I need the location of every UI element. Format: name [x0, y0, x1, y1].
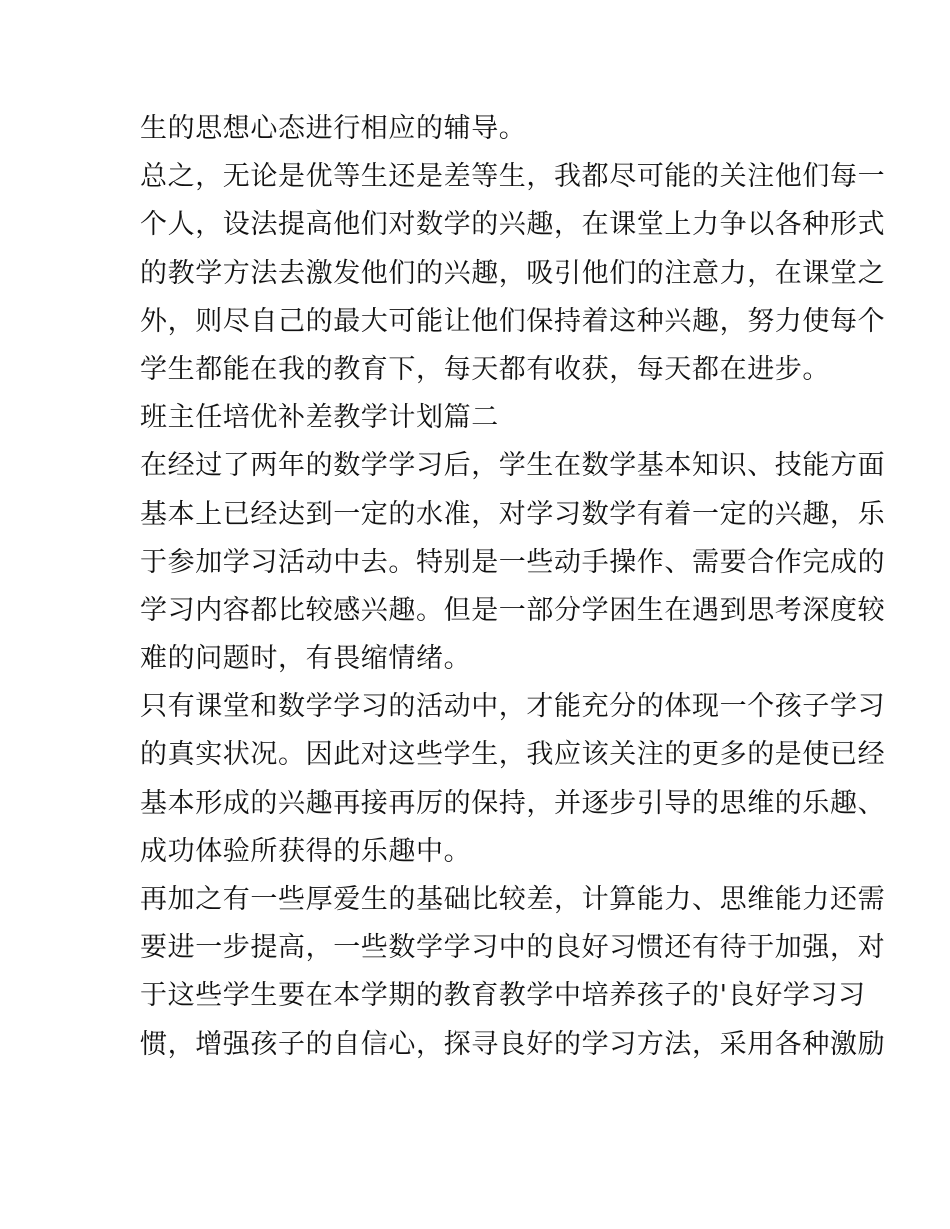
- text-line: 难的问题时，有畏缩情绪。: [140, 643, 472, 675]
- text-line: 外，则尽自己的最大可能让他们保持着这种兴趣，努力使每个: [140, 305, 886, 337]
- text-line: 再加之有一些厚爱生的基础比较差，计算能力、思维能力还需: [140, 884, 886, 915]
- text-line: 的真实状况。因此对这些学生，我应该关注的更多的是使已经: [140, 739, 886, 771]
- text-line: 成功体验所获得的乐趣中。: [140, 835, 472, 867]
- text-line: 生的思想心态进行相应的辅导。: [140, 113, 527, 144]
- text-line: 于这些学生要在本学期的教育教学中培养孩子的'良好学习习: [140, 980, 866, 1012]
- text-line: 在经过了两年的数学学习后，学生在数学基本知识、技能方面: [140, 450, 886, 482]
- text-line: 要进一步提高，一些数学学习中的良好习惯还有待于加强，对: [140, 932, 886, 964]
- text-line: 个人，设法提高他们对数学的兴趣，在课堂上力争以各种形式: [140, 209, 886, 241]
- text-line: 基本上已经达到一定的水准，对学习数学有着一定的兴趣，乐: [140, 498, 886, 530]
- text-line: 学生都能在我的教育下，每天都有收获，每天都在进步。: [140, 353, 830, 385]
- text-line: 的教学方法去激发他们的兴趣，吸引他们的注意力，在课堂之: [140, 257, 886, 289]
- text-line: 学习内容都比较感兴趣。但是一部分学困生在遇到思考深度较: [140, 594, 886, 626]
- text-line: 惯，增强孩子的自信心，探寻良好的学习方法，采用各种激励: [140, 1028, 886, 1060]
- text-line: 于参加学习活动中去。特别是一些动手操作、需要合作完成的: [140, 546, 886, 578]
- text-line: 基本形成的兴趣再接再厉的保持，并逐步引导的思维的乐趣、: [140, 787, 886, 819]
- section-heading: 班主任培优补差教学计划篇二: [140, 402, 499, 434]
- text-line: 只有课堂和数学学习的活动中，才能充分的体现一个孩子学习: [140, 691, 886, 723]
- document-body: [140, 105, 886, 1069]
- text-line: 总之，无论是优等生还是差等生，我都尽可能的关注他们每一: [140, 161, 886, 193]
